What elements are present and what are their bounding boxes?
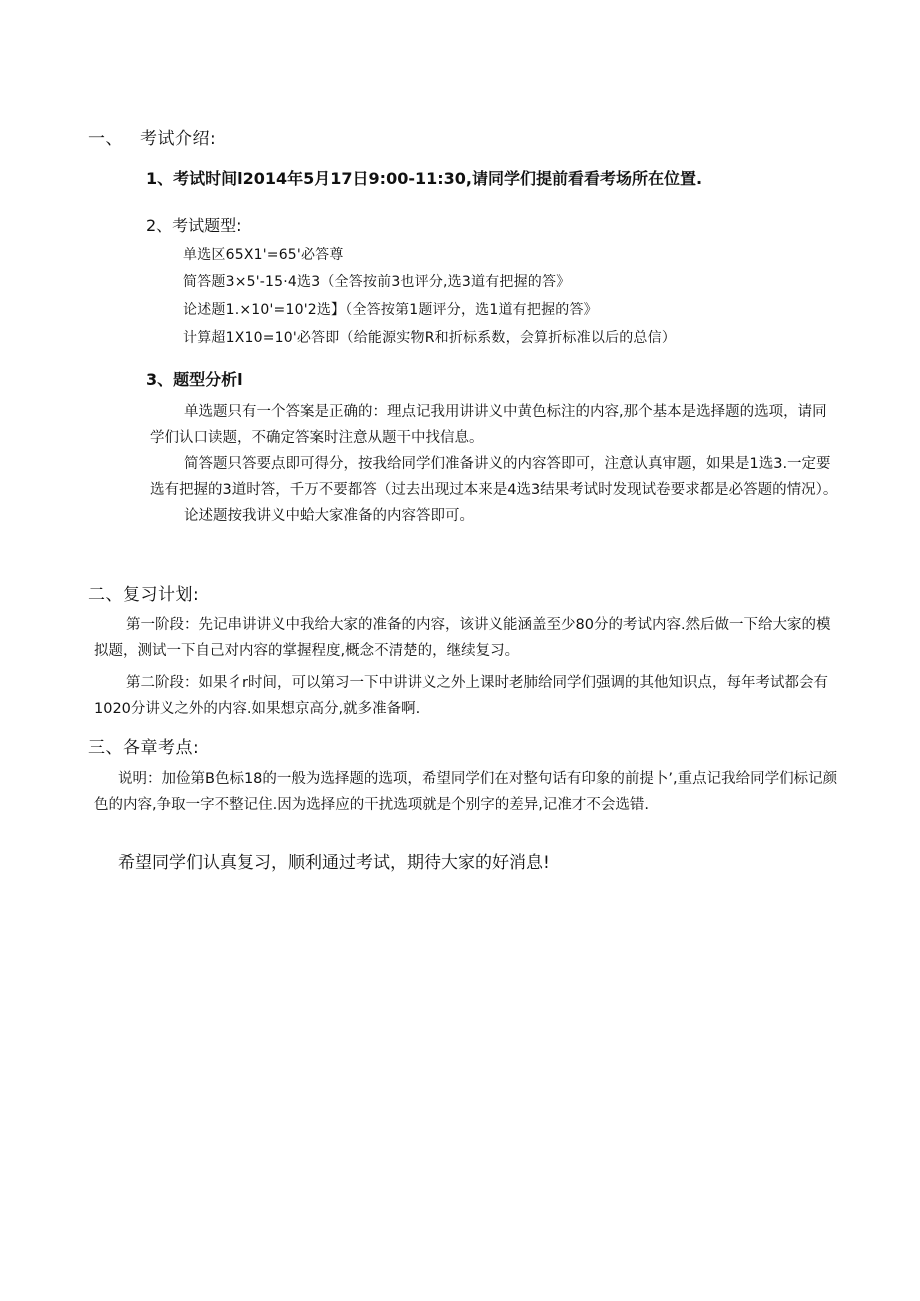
exam-type-line: 计算超1X10=10'必答即（给能源实物R和折标系数，会算折标准以后的总信） xyxy=(183,330,677,346)
section2-heading: 二、复习计划: xyxy=(88,585,200,605)
exam-type-line: 单选区65X1'=65'必答尊 xyxy=(183,247,344,263)
type-analysis-body xyxy=(150,399,840,529)
exam-type-line: 论述题1.×10'=10'2选】（全答按第1题评分，选1道有把握的答》 xyxy=(183,302,598,318)
analysis-paragraph: 单选题只有一个答案是正确的：理点记我用讲讲义中黄色标注的内容,那个基本是选择题的选项，请同学们认口读题，不确定答案时注意从题干中找信息。 xyxy=(150,404,827,446)
exam-type-line: 简答题3×5'-15·4选3（全答按前3也评分,选3道有把握的答》 xyxy=(183,274,571,290)
closing-message: 希望同学们认真复习，顺利通过考试，期待大家的好消息! xyxy=(118,853,550,873)
chapter-points-paragraph: 说明：加俭第B色标18的一般为选择题的选项，希望同学们在对整句话有印象的前提卜’,重点记我给同学们标记颜色的内容,争取一字不整记住.因为选择应的干扰选项就是个别字的差异,记准才不会选错. xyxy=(94,771,838,813)
section3-heading: 三、各章考点: xyxy=(88,738,200,758)
review-plan-body xyxy=(94,612,840,722)
type-analysis-heading: 3、题型分析l xyxy=(146,370,243,389)
review-plan-paragraph: 第二阶段：如果彳r时间，可以第习一下中讲讲义之外上课时老肺给同学们强调的其他知识点，每年考试都会有1020分讲义之外的内容.如果想京高分,就多准备啊. xyxy=(94,675,828,717)
section1-heading xyxy=(88,124,216,149)
section1-number: 一、 xyxy=(88,129,123,149)
review-plan-paragraph: 第一阶段：先记串讲讲义中我给大家的准备的内容，该讲义能涵盖至少80分的考试内容.然后做一下给大家的模拟题，测试一下自己对内容的掌握程度,概念不清楚的，继续复习。 xyxy=(94,617,831,659)
analysis-paragraph: 简答题只答要点即可得分，按我给同学们准备讲义的内容答即可，注意认真审题，如果是1选3.一定要选有把握的3道时答，千万不要都答（过去出现过本来是4选3结果考试时发现试卷要求都是必答题的情况）。 xyxy=(150,456,838,498)
section1-title: 考试介绍: xyxy=(140,129,217,149)
exam-types-heading: 2、考试题型: xyxy=(146,216,242,235)
chapter-points-body xyxy=(94,766,840,818)
analysis-paragraph: 论述题按我讲义中蛤大家准备的内容答即可。 xyxy=(184,508,474,524)
exam-time-item: 1、考试时间l2014年5月17日9:00-11:30,请同学们提前看看考场所在位置. xyxy=(146,169,703,188)
